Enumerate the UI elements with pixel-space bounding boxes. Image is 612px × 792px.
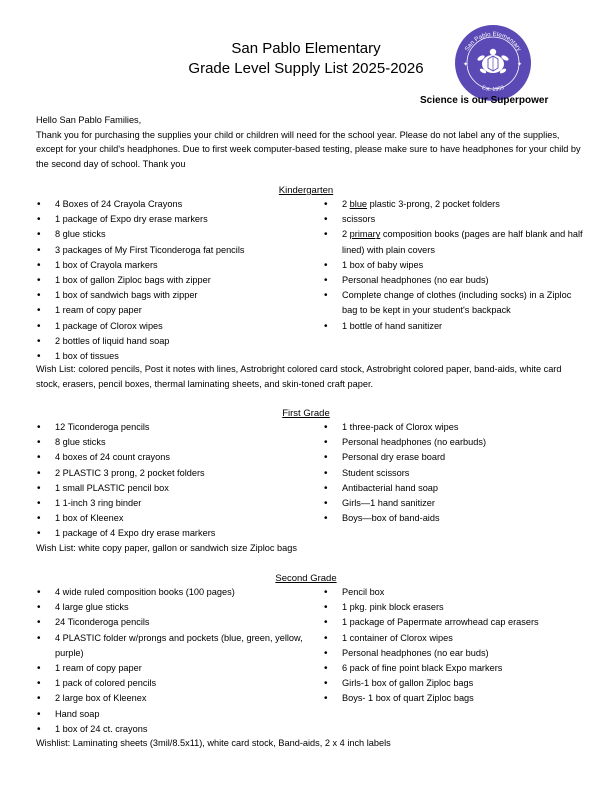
kindergarten-heading: Kindergarten [278,185,334,196]
list-item: • 2 large box of Kleenex [37,691,307,706]
list-item: • 2 bottles of liquid hand soap [37,334,307,349]
list-item: • Student scissors [324,466,586,481]
second-grade-heading: Second Grade [275,573,337,584]
list-item: • 12 Ticonderoga pencils [37,420,307,435]
list-item: • 1 box of Kleenex [37,511,307,526]
list-item: • Complete change of clothes (including socks) in a Ziploc bag to be kept in your student's backpack [324,288,586,318]
list-item: • 4 boxes of 24 count crayons [37,450,307,465]
list-item: • 1 pkg. pink block erasers [324,600,586,615]
list-item: • 8 glue sticks [37,435,307,450]
list-item: • Personal dry erase board [324,450,586,465]
list-item: • 1 pack of colored pencils [37,676,307,691]
intro-letter [36,113,581,171]
list-item: • 4 wide ruled composition books (100 pages) [37,585,307,600]
greeting: Hello San Pablo Families, [36,115,142,125]
list-item: • Antibacterial hand soap [324,481,586,496]
intro-body: Thank you for purchasing the supplies your child or children will need for the school year. Please do not label any of the supplies, except for your child's headphones. Due to first week computer-based testing, please make sure to have headphones for your child by the second day of school. Thank you [36,129,581,169]
first-grade-left-list [37,420,307,542]
star-icon: ✦ [463,62,469,68]
second-grade-right-list [324,585,586,707]
list-item: • 1 three-pack of Clorox wipes [324,420,586,435]
first-grade-wish-list: Wish List: white copy paper, gallon or sandwich size Ziploc bags [36,543,297,553]
list-item: • 4 PLASTIC folder w/prongs and pockets (blue, green, yellow, purple) [37,631,307,661]
list-item: • 1 1-inch 3 ring binder [37,496,307,511]
list-item: • 4 Boxes of 24 Crayola Crayons [37,197,307,212]
list-item: • 1 ream of copy paper [37,661,307,676]
list-title: Grade Level Supply List 2025-2026 [188,60,424,77]
school-logo [454,24,532,102]
list-item: • 1 box of 24 ct. crayons [37,722,307,737]
list-item: • 1 bottle of hand sanitizer [324,319,586,334]
list-item: • Boys—box of band-aids [324,511,586,526]
list-item: • Pencil box [324,585,586,600]
list-item: • Girls-1 box of gallon Ziploc bags [324,676,586,691]
list-item: • 2 primary composition books (pages are half blank and half lined) with plain covers [324,227,586,257]
kindergarten-wish-list: Wish List: colored pencils, Post it notes with lines, Astrobright colored card stock, Astrobright colored paper, band-aids, white card stock, erasers, pencil boxes, thermal laminating sheets, and skin-toned craft paper. [36,364,562,389]
list-item: • 1 box of Crayola markers [37,258,307,273]
star-icon: ✦ [517,62,523,68]
list-item: • scissors [324,212,586,227]
list-item: • Personal headphones (no earbuds) [324,435,586,450]
school-name: San Pablo Elementary [231,40,381,57]
list-item: • 1 container of Clorox wipes [324,631,586,646]
second-grade-wish-list: Wishlist: Laminating sheets (3mil/8.5x11), white card stock, Band-aids, 2 x 4 inch labels [36,738,391,748]
list-item: • 1 package of Expo dry erase markers [37,212,307,227]
list-item: • Boys- 1 box of quart Ziploc bags [324,691,586,706]
list-item: • 1 box of gallon Ziploc bags with zipper [37,273,307,288]
school-motto: Science is our Superpower [420,95,549,106]
list-item: • 1 box of tissues [37,349,307,364]
list-item: • 1 package of Papermate arrowhead cap erasers [324,615,586,630]
list-item: • 4 large glue sticks [37,600,307,615]
list-item: • 1 package of 4 Expo dry erase markers [37,526,307,541]
list-item: • 6 pack of fine point black Expo markers [324,661,586,676]
first-grade-heading: First Grade [282,408,330,419]
first-grade-right-list [324,420,586,526]
kindergarten-right-list [324,197,586,334]
list-item: • 2 PLASTIC 3 prong, 2 pocket folders [37,466,307,481]
list-item: • Girls—1 hand sanitizer [324,496,586,511]
list-item: • 8 glue sticks [37,227,307,242]
second-grade-left-list [37,585,307,737]
list-item: • Personal headphones (no ear buds) [324,646,586,661]
list-item: • Personal headphones (no ear buds) [324,273,586,288]
list-item: • 1 small PLASTIC pencil box [37,481,307,496]
list-item: • 1 ream of copy paper [37,303,307,318]
list-item: • 3 packages of My First Ticonderoga fat pencils [37,243,307,258]
list-item: • 2 blue plastic 3-prong, 2 pocket folders [324,197,586,212]
logo-top-text: San Pablo Elementary [463,30,523,53]
list-item: • 1 box of baby wipes [324,258,586,273]
list-item: • Hand soap [37,707,307,722]
list-item: • 1 package of Clorox wipes [37,319,307,334]
kindergarten-left-list [37,197,307,364]
logo-bottom-text: Est. 1953 [480,84,506,94]
list-item: • 24 Ticonderoga pencils [37,615,307,630]
list-item: • 1 box of sandwich bags with zipper [37,288,307,303]
